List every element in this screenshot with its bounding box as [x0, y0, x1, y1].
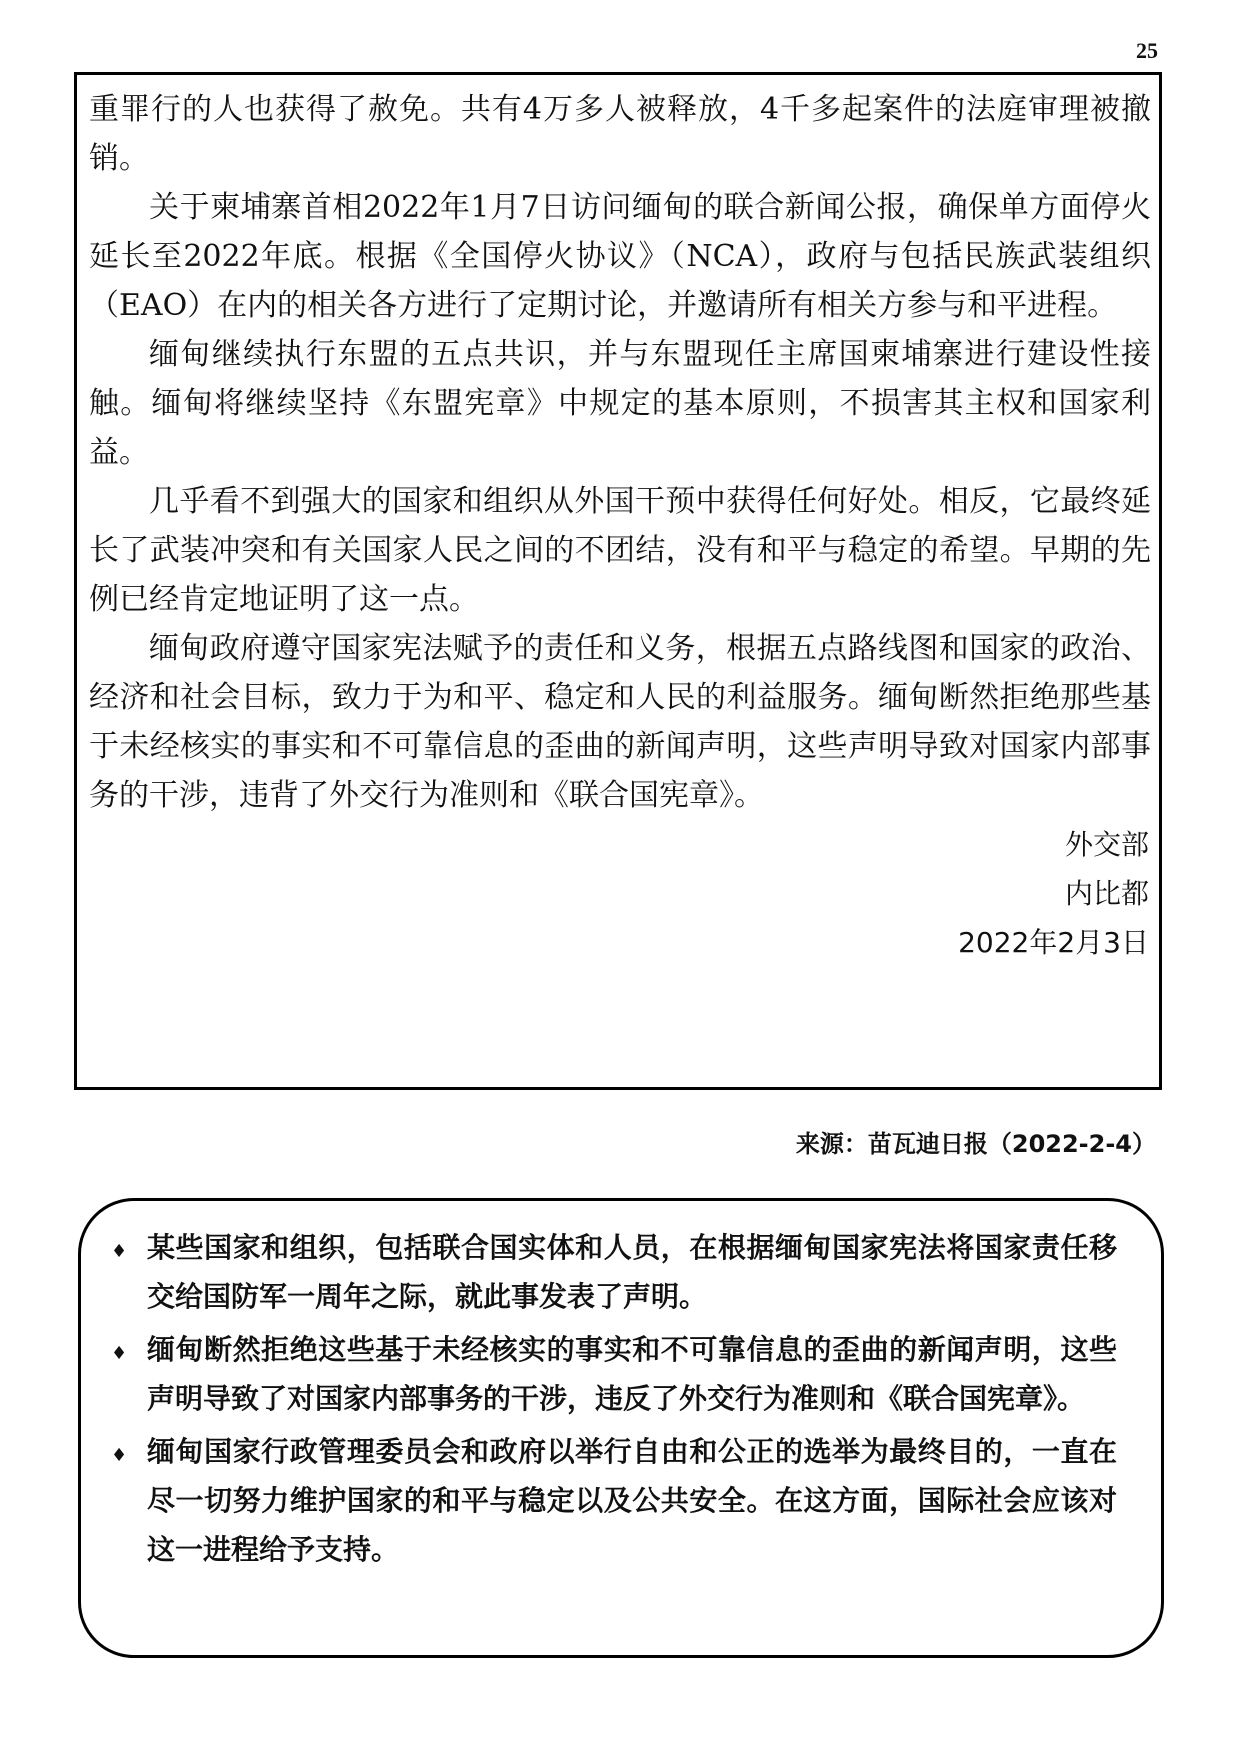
signature-ministry: 外交部 — [1064, 828, 1149, 861]
summary-item-text: 某些国家和组织，包括联合国实体和人员，在根据缅甸国家宪法将国家责任移交给国防军一周年之际，就此事发表了声明。 — [147, 1231, 1117, 1313]
signature-date: 2022年2月3日 — [958, 926, 1149, 959]
statement-box — [74, 72, 1162, 1090]
summary-item-text: 缅甸断然拒绝这些基于未经核实的事实和不可靠信息的歪曲的新闻声明，这些声明导致了对国家内部事务的干涉，违反了外交行为准则和《联合国宪章》。 — [147, 1333, 1117, 1415]
statement-paragraph-intervention: 几乎看不到强大的国家和组织从外国干预中获得任何好处。相反，它最终延长了武装冲突和有关国家人民之间的不团结，没有和平与稳定的希望。早期的先例已经肯定地证明了这一点。 — [89, 484, 1151, 617]
diamond-bullet-icon: ♦ — [111, 1241, 128, 1262]
signature-block — [89, 820, 1151, 967]
page-number: 25 — [1136, 38, 1158, 63]
signature-city: 内比都 — [1064, 877, 1149, 910]
summary-item-text: 缅甸国家行政管理委员会和政府以举行自由和公正的选举为最终目的，一直在尽一切努力维护国家的和平与稳定以及公共安全。在这方面，国际社会应该对这一进程给予支持。 — [147, 1435, 1117, 1566]
summary-item — [111, 1223, 1117, 1321]
diamond-bullet-icon: ♦ — [111, 1445, 128, 1466]
summary-item — [111, 1427, 1117, 1574]
statement-paragraph-continuation: 重罪行的人也获得了赦免。共有4万多人被释放，4千多起案件的法庭审理被撤销。 — [89, 92, 1151, 176]
statement-paragraph-asean: 缅甸继续执行东盟的五点共识，并与东盟现任主席国柬埔寨进行建设性接触。缅甸将继续坚持《东盟宪章》中规定的基本原则，不损害其主权和国家利益。 — [89, 337, 1151, 470]
summary-item — [111, 1325, 1117, 1423]
summary-box — [78, 1198, 1164, 1658]
statement-paragraph-rejection: 缅甸政府遵守国家宪法赋予的责任和义务，根据五点路线图和国家的政治、经济和社会目标，致力于为和平、稳定和人民的利益服务。缅甸断然拒绝那些基于未经核实的事实和不可靠信息的歪曲的新闻声明，这些声明导致对国家内部事务的干涉，违背了外交行为准则和《联合国宪章》。 — [89, 631, 1151, 813]
source-citation: 来源：苗瓦迪日报（2022-2-4） — [795, 1130, 1156, 1158]
diamond-bullet-icon: ♦ — [111, 1343, 128, 1364]
statement-paragraph-ceasefire: 关于柬埔寨首相2022年1月7日访问缅甸的联合新闻公报，确保单方面停火延长至2022年底。根据《全国停火协议》（NCA），政府与包括民族武装组织（EAO）在内的相关各方进行了定期讨论，并邀请所有相关方参与和平进程。 — [89, 190, 1151, 323]
